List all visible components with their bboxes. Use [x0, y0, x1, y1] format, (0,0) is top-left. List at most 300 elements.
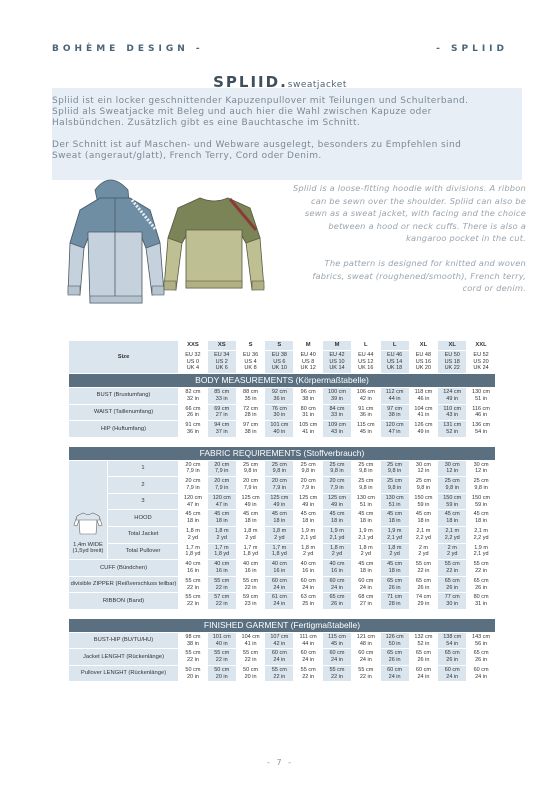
value-cm: 60 cm: [271, 577, 287, 584]
value-cell: [381, 560, 409, 576]
value-cm: 1,8 m: [214, 527, 229, 534]
value-cell: [323, 666, 351, 682]
value-in: 36 in: [359, 412, 372, 419]
size-code: XXL: [467, 341, 495, 350]
value-in: 2,1 yd: [473, 551, 489, 558]
section-title-finished: FINISHED GARMENT (Fertigmaßtabelle): [69, 619, 495, 632]
value-cm: 25 cm: [473, 478, 489, 485]
value-cell: [323, 494, 351, 510]
size-uk: UK 24: [473, 365, 489, 372]
value-cm: 77 cm: [444, 594, 460, 601]
value-cell: [323, 388, 351, 404]
value-cell: [294, 649, 322, 665]
value-cm: 55 cm: [300, 666, 316, 673]
fabric-row: [69, 577, 495, 593]
gap: [69, 610, 495, 618]
value-in: 2 yd: [245, 534, 256, 541]
section-title-body: BODY MEASUREMENTS (Körpermaßtabelle): [69, 374, 495, 387]
value-in: 18 in: [475, 518, 488, 525]
value-cell: [323, 421, 351, 437]
value-cm: 124 cm: [443, 388, 462, 395]
row-label: HIP (Huftumfang): [69, 421, 178, 437]
value-in: 9,8 in: [387, 484, 402, 491]
value-cm: 65 cm: [415, 577, 431, 584]
row-label: BUST-HIP (BU/TU/HU): [69, 633, 178, 649]
value-cell: [208, 477, 236, 493]
value-cm: 1,9 m: [474, 544, 488, 551]
value-in: 1,8 yd: [243, 551, 259, 558]
value-in: 22 in: [359, 673, 372, 680]
size-eu: EU 34: [214, 351, 230, 358]
value-in: 38 in: [186, 640, 199, 647]
value-cell: [352, 494, 380, 510]
fabric-row: [69, 477, 495, 493]
value-in: 46 in: [417, 395, 430, 402]
value-cm: 60 cm: [387, 666, 403, 673]
value-in: 22 in: [215, 601, 228, 608]
value-cm: 45 cm: [387, 511, 403, 518]
value-cell: [265, 593, 293, 609]
value-cell: [381, 593, 409, 609]
section-title-fabric: FABRIC REQUIREMENTS (Stoffverbrauch): [69, 447, 495, 460]
value-in: 9,8 in: [359, 484, 373, 491]
size-uk: UK 12: [300, 365, 316, 372]
value-cell: [438, 405, 466, 421]
value-cell: [294, 560, 322, 576]
value-in: 28 in: [244, 412, 257, 419]
value-cell: [352, 560, 380, 576]
value-in: 18 in: [359, 518, 372, 525]
value-in: 2,1 yd: [329, 534, 345, 541]
value-in: 18 in: [446, 518, 459, 525]
value-cm: 109 cm: [327, 422, 346, 429]
value-cell: [438, 510, 466, 526]
value-cell: [294, 544, 322, 560]
value-cm: 50 cm: [243, 666, 259, 673]
value-cell: [352, 633, 380, 649]
value-in: 26 in: [388, 657, 401, 664]
size-code: XL: [438, 341, 466, 350]
value-in: 2,1 yd: [358, 534, 374, 541]
value-cell: [352, 405, 380, 421]
value-in: 24 in: [359, 584, 372, 591]
value-cm: 45 cm: [243, 511, 259, 518]
size-code: S: [237, 341, 265, 350]
value-cm: 91 cm: [358, 405, 374, 412]
size-uk: UK 14: [329, 365, 345, 372]
size-us: US 14: [386, 358, 403, 365]
size-us: US 18: [444, 358, 460, 365]
value-in: 26 in: [446, 584, 459, 591]
value-cell: [323, 527, 351, 543]
value-in: 18 in: [388, 567, 401, 574]
value-cell: [410, 544, 438, 560]
value-in: 26 in: [475, 657, 488, 664]
value-cell: [237, 633, 265, 649]
value-cm: 40 cm: [271, 561, 287, 568]
value-cell: [323, 593, 351, 609]
value-cm: 1,9 m: [301, 527, 316, 534]
value-cm: 25 cm: [358, 478, 374, 485]
value-in: 32 in: [186, 395, 199, 402]
value-cell: [381, 544, 409, 560]
value-cm: 150 cm: [414, 494, 433, 501]
value-cell: [294, 405, 322, 421]
body-row: [69, 388, 495, 404]
value-cell: [438, 649, 466, 665]
value-cell: [381, 405, 409, 421]
value-in: 20 in: [186, 673, 199, 680]
value-cell: [438, 633, 466, 649]
value-cell: [294, 388, 322, 404]
gap: [69, 438, 495, 446]
size-uk: UK 4: [186, 365, 200, 372]
value-cm: 115 cm: [356, 422, 375, 429]
value-in: 18 in: [388, 518, 401, 525]
value-cell: [381, 633, 409, 649]
value-cm: 55 cm: [271, 666, 287, 673]
gap-row: [69, 438, 495, 446]
value-cell: [410, 560, 438, 576]
value-in: 16 in: [215, 567, 228, 574]
value-cm: 45 cm: [358, 511, 374, 518]
size-eu: EU 38: [271, 351, 287, 358]
value-in: 41 in: [244, 640, 257, 647]
value-cell: [352, 544, 380, 560]
value-cm: 45 cm: [271, 511, 287, 518]
value-cm: 55 cm: [243, 577, 259, 584]
size-conversion: [265, 351, 293, 373]
value-cm: 112 cm: [385, 388, 404, 395]
value-cm: 63 cm: [300, 594, 316, 601]
value-cm: 106 cm: [356, 388, 375, 395]
value-cell: [179, 666, 207, 682]
size-eu: EU 44: [358, 351, 374, 358]
value-in: 18 in: [331, 518, 343, 525]
value-cell: [265, 544, 293, 560]
value-cm: 59 cm: [243, 594, 259, 601]
value-in: 2 yd: [389, 551, 400, 558]
value-in: 7,9 in: [215, 468, 229, 475]
value-cell: [352, 649, 380, 665]
value-in: 9,8 in: [387, 468, 402, 475]
value-in: 24 in: [359, 657, 372, 664]
value-cm: 91 cm: [185, 422, 201, 429]
fabric-row: [69, 544, 495, 560]
value-cell: [208, 405, 236, 421]
value-cell: [467, 421, 495, 437]
value-cell: [467, 544, 495, 560]
value-cm: 60 cm: [415, 666, 431, 673]
value-in: 48 in: [359, 640, 372, 647]
value-in: 2 yd: [274, 534, 285, 541]
value-cm: 60 cm: [473, 666, 489, 673]
value-in: 26 in: [186, 412, 199, 419]
value-cell: [265, 421, 293, 437]
value-cell: [467, 666, 495, 682]
value-cm: 101 cm: [212, 633, 231, 640]
value-cm: 20 cm: [185, 461, 201, 468]
size-eu: EU 52: [473, 351, 489, 358]
value-cell: [237, 560, 265, 576]
finished-row: [69, 666, 495, 682]
value-in: 7,9 in: [272, 484, 287, 491]
value-cell: [294, 510, 322, 526]
value-cm: 68 cm: [358, 594, 374, 601]
value-cm: 25 cm: [243, 461, 259, 468]
value-cell: [410, 527, 438, 543]
value-cm: 60 cm: [300, 650, 316, 657]
value-cm: 60 cm: [358, 577, 374, 584]
value-in: 18 in: [215, 518, 228, 525]
value-cm: 25 cm: [329, 461, 345, 468]
value-cell: [294, 477, 322, 493]
value-cm: 69 cm: [214, 405, 230, 412]
value-cell: [265, 388, 293, 404]
value-cell: [294, 494, 322, 510]
value-cm: 20 cm: [243, 478, 259, 485]
value-in: 54 in: [446, 640, 459, 647]
value-in: 24 in: [331, 657, 343, 664]
value-in: 24 in: [302, 657, 315, 664]
value-cell: [381, 510, 409, 526]
value-in: 52 in: [417, 640, 430, 647]
value-cm: 126 cm: [414, 422, 433, 429]
value-cm: 1,8 m: [358, 544, 373, 551]
size-uk: UK 6: [215, 365, 228, 372]
value-cm: 65 cm: [415, 650, 431, 657]
value-cm: 125 cm: [299, 494, 318, 501]
value-in: 52 in: [446, 428, 459, 435]
value-in: 42 in: [273, 640, 286, 647]
value-cell: [323, 544, 351, 560]
value-cm: 60 cm: [300, 577, 316, 584]
value-in: 59 in: [475, 501, 488, 508]
value-in: 7,9 in: [330, 484, 344, 491]
value-cm: 1,8 m: [330, 544, 344, 551]
value-cell: [179, 477, 207, 493]
value-cell: [352, 421, 380, 437]
value-in: 22 in: [302, 673, 315, 680]
value-cm: 120 cm: [385, 422, 404, 429]
value-cell: [237, 405, 265, 421]
value-in: 39 in: [331, 395, 343, 402]
value-cm: 55 cm: [214, 577, 230, 584]
size-conversion: [438, 351, 466, 373]
value-in: 41 in: [417, 412, 430, 419]
value-cm: 96 cm: [300, 388, 316, 395]
value-cm: 45 cm: [329, 511, 345, 518]
fabric-row: [69, 461, 495, 477]
value-cm: 55 cm: [329, 666, 345, 673]
value-cell: [265, 494, 293, 510]
value-in: 49 in: [273, 501, 286, 508]
value-cm: 20 cm: [214, 461, 230, 468]
size-us: US 8: [302, 358, 315, 365]
value-cell: [438, 544, 466, 560]
value-in: 40 in: [273, 428, 286, 435]
value-cell: [179, 544, 207, 560]
value-cell: [467, 560, 495, 576]
value-in: 25 in: [302, 601, 315, 608]
value-cm: 1,7 m: [272, 544, 287, 551]
value-cell: [323, 649, 351, 665]
size-conversion: [179, 351, 207, 373]
value-in: 26 in: [475, 584, 488, 591]
value-cm: 30 cm: [473, 461, 489, 468]
value-cell: [352, 510, 380, 526]
value-cm: 76 cm: [271, 405, 287, 412]
value-cell: [438, 560, 466, 576]
value-in: 38 in: [302, 395, 315, 402]
size-uk: UK 22: [444, 365, 460, 372]
value-cm: 57 cm: [214, 594, 230, 601]
jacket-drawing: [68, 180, 164, 303]
value-cell: [410, 510, 438, 526]
value-in: 16 in: [186, 567, 199, 574]
value-in: 2 yd: [360, 551, 371, 558]
value-cell: [237, 527, 265, 543]
value-in: 22 in: [331, 673, 343, 680]
value-cm: 65 cm: [444, 577, 460, 584]
value-cm: 45 cm: [387, 561, 403, 568]
value-in: 12 in: [446, 468, 459, 475]
value-cm: 60 cm: [358, 650, 374, 657]
value-in: 9,8 in: [243, 468, 258, 475]
value-cell: [381, 461, 409, 477]
value-in: 2,2 yd: [415, 534, 431, 541]
value-cm: 25 cm: [415, 478, 431, 485]
value-cm: 45 cm: [473, 511, 489, 518]
value-cell: [237, 544, 265, 560]
value-in: 44 in: [302, 640, 315, 647]
value-in: 22 in: [186, 584, 199, 591]
value-cell: [410, 461, 438, 477]
value-in: 18 in: [302, 518, 315, 525]
value-cm: 45 cm: [185, 511, 201, 518]
size-conversion: [323, 351, 351, 373]
row-label: Jacket LENGHT (Rückenlänge): [69, 649, 178, 665]
value-cm: 1,9 m: [387, 527, 402, 534]
value-cm: 130 cm: [472, 388, 491, 395]
finished-row: [69, 649, 495, 665]
value-cm: 65 cm: [444, 650, 460, 657]
value-cm: 20 cm: [214, 478, 230, 485]
value-cell: [410, 577, 438, 593]
value-in: 26 in: [388, 584, 401, 591]
value-cm: 107 cm: [270, 633, 289, 640]
value-cell: [208, 633, 236, 649]
value-in: 24 in: [273, 657, 286, 664]
size-uk: UK 8: [244, 365, 257, 372]
value-cell: [179, 421, 207, 437]
value-in: 9,8 in: [359, 468, 373, 475]
value-cell: [237, 593, 265, 609]
value-in: 18 in: [244, 518, 257, 525]
value-cell: [294, 633, 322, 649]
value-cm: 60 cm: [271, 650, 287, 657]
value-cm: 74 cm: [415, 594, 431, 601]
value-cm: 20 cm: [185, 478, 201, 485]
value-cell: [179, 593, 207, 609]
value-cm: 84 cm: [329, 405, 345, 412]
row-label: CUFF (Bündchen): [69, 560, 178, 576]
value-cell: [294, 527, 322, 543]
title-sub: sweatjacket: [287, 80, 347, 90]
value-cell: [467, 593, 495, 609]
value-cm: 111 cm: [299, 633, 317, 640]
value-in: 24 in: [273, 601, 286, 608]
value-cm: 131 cm: [443, 422, 462, 429]
value-cm: 2,1 m: [474, 527, 488, 534]
body-row: [69, 405, 495, 421]
value-cm: 55 cm: [214, 650, 230, 657]
value-cm: 25 cm: [444, 478, 460, 485]
value-cm: 40 cm: [243, 561, 259, 568]
value-in: 49 in: [446, 395, 459, 402]
value-cm: 1,8 m: [301, 544, 316, 551]
value-cm: 55 cm: [185, 650, 201, 657]
value-cm: 66 cm: [185, 405, 201, 412]
size-conversion: [208, 351, 236, 373]
size-eu: EU 48: [415, 351, 432, 358]
value-cm: 55 cm: [444, 561, 460, 568]
value-in: 22 in: [417, 567, 430, 574]
value-in: 7,9 in: [301, 484, 315, 491]
value-cm: 25 cm: [271, 461, 287, 468]
size-code: L: [381, 341, 409, 350]
value-cm: 97 cm: [243, 422, 259, 429]
value-cm: 1,7 m: [214, 544, 229, 551]
size-code: XXS: [179, 341, 207, 350]
size-conversion: [381, 351, 409, 373]
size-conversion: [467, 351, 495, 373]
value-cm: 1,9 m: [330, 527, 344, 534]
value-cm: 60 cm: [444, 666, 460, 673]
value-in: 2 yd: [418, 551, 429, 558]
size-code: XS: [208, 341, 236, 350]
value-in: 41 in: [302, 428, 315, 435]
value-cm: 40 cm: [329, 561, 345, 568]
value-in: 40 in: [215, 640, 228, 647]
value-cm: 98 cm: [185, 633, 201, 640]
value-cm: 88 cm: [243, 388, 259, 395]
value-cell: [438, 577, 466, 593]
size-conversion: [410, 351, 438, 373]
value-in: 36 in: [186, 428, 199, 435]
value-cell: [323, 405, 351, 421]
value-in: 1,8 yd: [271, 551, 287, 558]
value-in: 22 in: [446, 567, 459, 574]
value-cell: [438, 421, 466, 437]
german-description: [52, 96, 472, 173]
value-in: 24 in: [331, 584, 343, 591]
value-in: 29 in: [417, 601, 430, 608]
value-in: 22 in: [186, 657, 199, 664]
value-cell: [237, 649, 265, 665]
fabric-row: [69, 527, 495, 543]
row-label: 1: [108, 461, 178, 477]
size-label: Size: [69, 341, 178, 373]
value-cell: [265, 527, 293, 543]
value-in: 54 in: [475, 428, 488, 435]
value-in: 12 in: [475, 468, 488, 475]
value-cm: 132 cm: [414, 633, 433, 640]
value-in: 31 in: [302, 412, 315, 419]
value-cell: [208, 544, 236, 560]
value-cell: [208, 527, 236, 543]
value-in: 24 in: [417, 673, 430, 680]
